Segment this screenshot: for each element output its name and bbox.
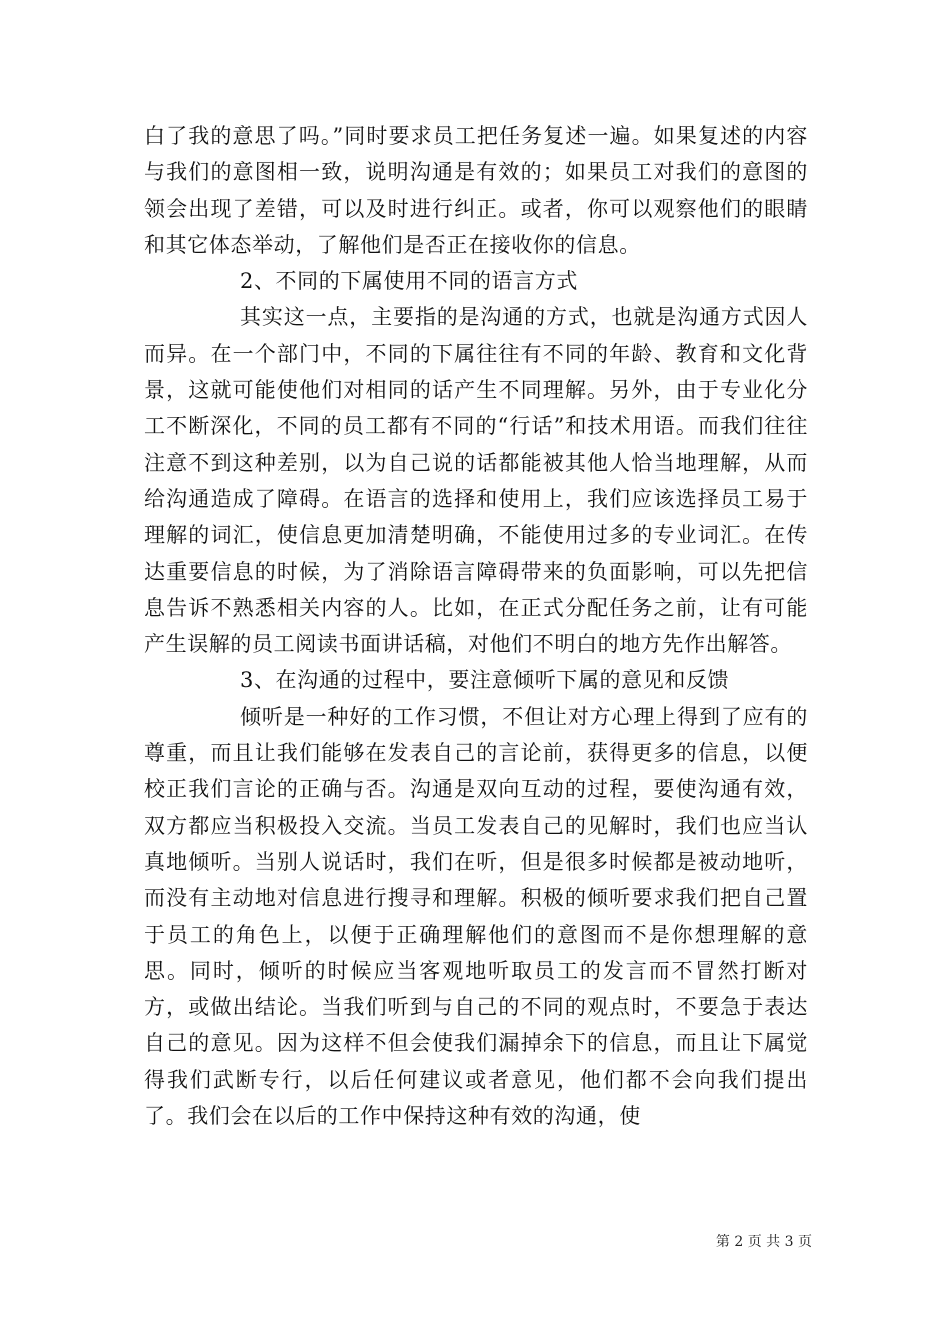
document-body (144, 118, 808, 1134)
paragraph-listening: 倾听是一种好的工作习惯，不但让对方心理上得到了应有的尊重，而且让我们能够在发表自己的言论前，获得更多的信息，以便校正我们言论的正确与否。沟通是双向互动的过程，要使沟通有效，双方都应当积极投入交流。当员工发表自己的见解时，我们也应当认真地倾听。当别人说话时，我们在听，但是很多时候都是被动地听，而没有主动地对信息进行搜寻和理解。积极的倾听要求我们把自己置于员工的角色上，以便于正确理解他们的意图而不是你想理解的意思。同时，倾听的时候应当客观地听取员工的发言而不冒然打断对方，或做出结论。当我们听到与自己的不同的观点时，不要急于表达自己的意见。因为这样不但会使我们漏掉余下的信息，而且让下属觉得我们武断专行，以后任何建议或者意见，他们都不会向我们提出了。我们会在以后的工作中保持这种有效的沟通，使 (144, 704, 808, 1129)
section-heading-3: 3、在沟通的过程中，要注意倾听下属的意见和反馈 (240, 668, 730, 693)
paragraph-continuation: 白了我的意思了吗。”同时要求员工把任务复述一遍。如果复述的内容与我们的意图相一致，说明沟通是有效的；如果员工对我们的意图的领会出现了差错，可以及时进行纠正。或者，你可以观察他们的眼睛和其它体态举动，了解他们是否正在接收你的信息。 (144, 124, 808, 257)
page-number-footer: 第 2 页 共 3 页 (715, 1234, 812, 1250)
section-heading-2: 2、不同的下属使用不同的语言方式 (240, 269, 578, 294)
paragraph-language-style: 其实这一点，主要指的是沟通的方式，也就是沟通方式因人而异。在一个部门中，不同的下属往往有不同的年龄、教育和文化背景，这就可能使他们对相同的话产生不同理解。另外，由于专业化分工不断深化，不同的员工都有不同的“行话”和技术用语。而我们往往注意不到这种差别，以为自己说的话都能被其他人恰当地理解，从而给沟通造成了障碍。在语言的选择和使用上，我们应该选择员工易于理解的词汇，使信息更加清楚明确，不能使用过多的专业词汇。在传达重要信息的时候，为了消除语言障碍带来的负面影响，可以先把信息告诉不熟悉相关内容的人。比如，在正式分配任务之前，让有可能产生误解的员工阅读书面讲话稿，对他们不明白的地方先作出解答。 (144, 305, 808, 657)
